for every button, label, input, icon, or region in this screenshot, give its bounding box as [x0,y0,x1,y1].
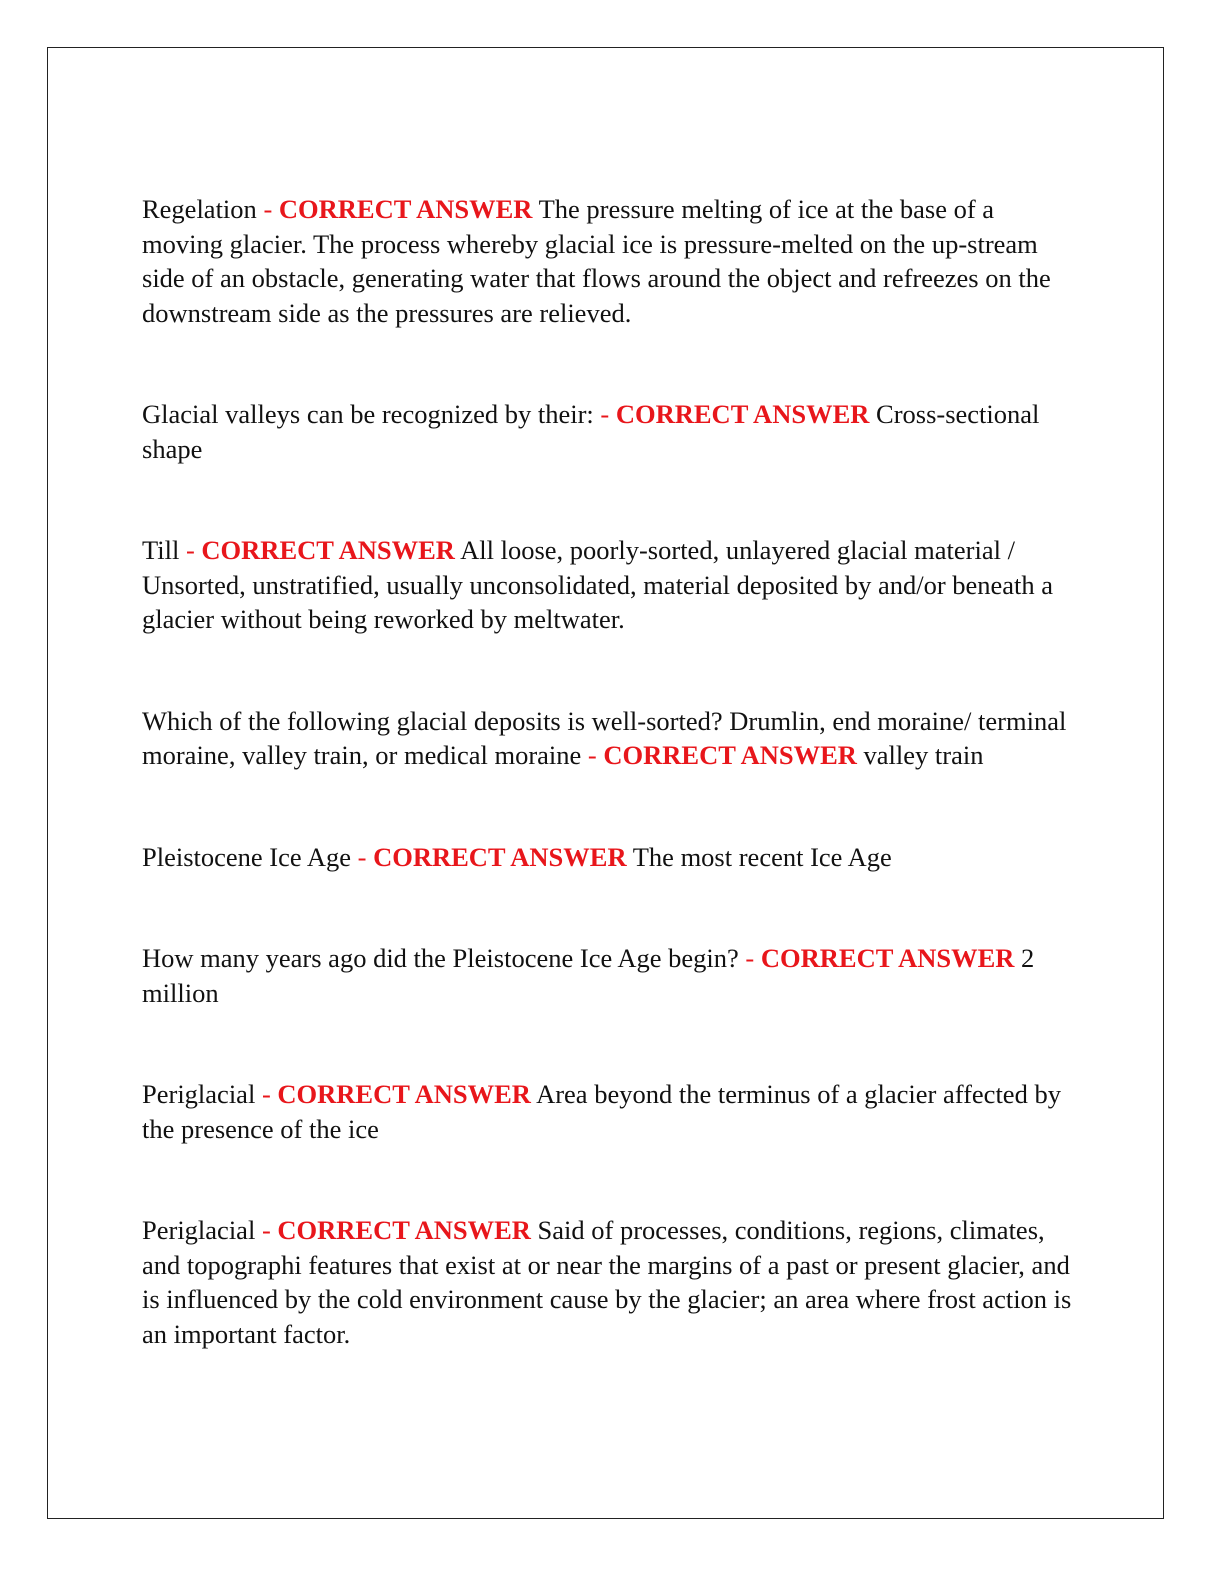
question-text: Periglacial [142,1215,256,1245]
correct-answer-label: CORRECT ANSWER [603,740,857,770]
separator: - [256,194,279,224]
qa-entry-ice-age-begin [142,941,1077,1010]
qa-entry-pleistocene-ice-age [142,840,1077,875]
question-text: How many years ago did the Pleistocene Ice Age begin? [142,943,739,973]
answer-text: Said of processes, conditions, regions, climates, and topographi features that exist at or near the margins of a past or present glacier, and is influenced by the cold environment cause by the glacier; an area where frost action is an important factor. [142,1215,1072,1349]
separator: - [350,841,374,872]
correct-answer-label: CORRECT ANSWER [277,1215,531,1245]
answer-text: All loose, poorly-sorted, unlayered glacial material / Unsorted, unstratified, usually unconsolidated, material deposited by and/or beneath a glacier without being reworked by meltwater. [142,535,1054,634]
answer-text: 2 million [142,943,1035,1008]
question-text: Till [142,535,180,565]
qa-entry-periglacial-2 [142,1213,1077,1351]
question-text: Periglacial [142,1079,256,1109]
question-text: Pleistocene Ice Age [142,841,351,872]
separator: - [179,535,202,565]
question-text: Which of the following glacial deposits is well-sorted? Drumlin, end moraine/ terminal moraine, valley train, or medical moraine [142,705,1067,770]
qa-entry-periglacial-1 [142,1077,1077,1146]
separator: - [593,399,616,429]
answer-text: The pressure melting of ice at the base of a moving glacier. The process whereby glacial ice is pressure-melted on the up-stream side of an obstacle, generating water that flows around the object and refreezes on the downstream side as the pressures are relieved. [142,194,1051,328]
separator: - [255,1079,278,1109]
correct-answer-label: CORRECT ANSWER [278,194,533,224]
separator: - [255,1215,278,1245]
answer-text: The most recent Ice Age [626,841,892,872]
answer-text: Cross-sectional shape [142,399,1040,464]
separator: - [738,943,761,973]
correct-answer-label: CORRECT ANSWER [760,943,1015,973]
answer-text: valley train [856,740,984,770]
answer-text: Area beyond the terminus of a glacier affected by the presence of the ice [142,1079,1061,1144]
question-text: Glacial valleys can be recognized by their: [142,399,594,429]
question-text: Regelation [142,194,257,224]
qa-entry-regelation [142,192,1077,330]
correct-answer-label: CORRECT ANSWER [615,399,870,429]
correct-answer-label: CORRECT ANSWER [277,1079,531,1109]
correct-answer-label: CORRECT ANSWER [201,535,455,565]
qa-entry-well-sorted-deposit [142,704,1077,773]
qa-entry-till [142,533,1077,637]
correct-answer-label: CORRECT ANSWER [373,841,627,872]
qa-entry-glacial-valleys [142,397,1077,466]
separator: - [581,740,604,770]
document-body [142,192,1077,1351]
